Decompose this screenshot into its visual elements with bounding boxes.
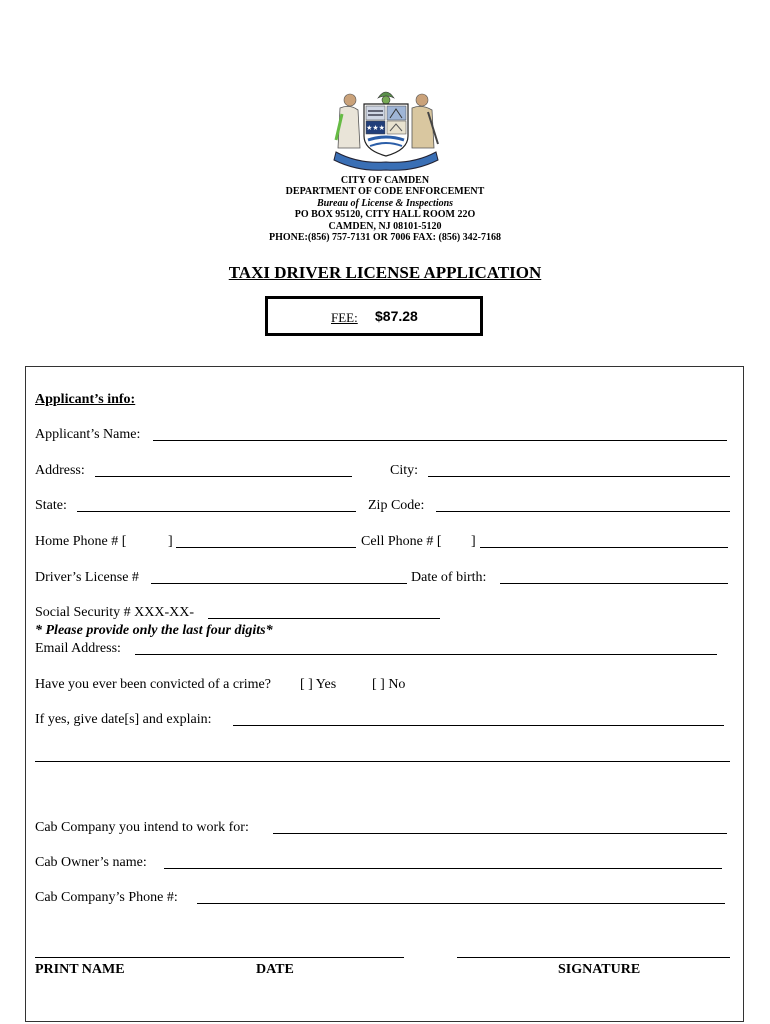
- section-title-applicant-info: Applicant’s info:: [35, 392, 136, 407]
- date-of-birth-label: Date of birth:: [411, 570, 487, 585]
- header-city-state: CAMDEN, NJ 08101-5120: [328, 220, 442, 232]
- ssn-last-four-field[interactable]: [208, 618, 440, 619]
- cab-phone-field[interactable]: [197, 903, 725, 904]
- zip-code-label: Zip Code:: [368, 498, 425, 513]
- header-department: DEPARTMENT OF CODE ENFORCEMENT: [285, 186, 485, 197]
- fee-box: [265, 296, 483, 336]
- ssn-note: * Please provide only the last four digits*: [35, 623, 273, 638]
- cab-owner-label: Cab Owner’s name:: [35, 855, 147, 870]
- crime-no-checkbox[interactable]: [ ] No: [372, 677, 406, 692]
- email-field[interactable]: [135, 654, 717, 655]
- cab-owner-field[interactable]: [164, 868, 722, 869]
- cab-company-field[interactable]: [273, 833, 727, 834]
- svg-text:★★★: ★★★: [366, 124, 385, 132]
- explain-label: If yes, give date[s] and explain:: [35, 712, 212, 727]
- cab-company-label: Cab Company you intend to work for:: [35, 820, 249, 835]
- header-phone-fax: PHONE:(856) 757-7131 OR 7006 FAX: (856) 342-7168: [268, 232, 501, 243]
- city-field[interactable]: [428, 476, 730, 477]
- signature-label: SIGNATURE: [558, 962, 641, 977]
- cell-phone-label: Cell Phone # [: [361, 534, 442, 549]
- applicant-name-label: Applicant’s Name:: [35, 427, 141, 442]
- date-label: DATE: [256, 962, 294, 977]
- home-phone-bracket-close: ]: [168, 534, 173, 549]
- home-phone-area-code-field[interactable]: [137, 547, 167, 548]
- signature-field[interactable]: [457, 957, 730, 958]
- cell-phone-area-code-field[interactable]: [450, 547, 470, 548]
- city-seal-logo: [328, 84, 444, 172]
- zip-code-field[interactable]: [436, 511, 730, 512]
- explain-field-line-1[interactable]: [233, 725, 724, 726]
- header-bureau: Bureau of License & Inspections: [316, 197, 454, 209]
- cell-phone-bracket-close: ]: [471, 534, 476, 549]
- cell-phone-field[interactable]: [480, 547, 728, 548]
- home-phone-label: Home Phone # [: [35, 534, 127, 549]
- home-phone-field[interactable]: [176, 547, 356, 548]
- crime-question: Have you ever been convicted of a crime?: [35, 677, 271, 692]
- address-label: Address:: [35, 463, 85, 478]
- applicant-name-field[interactable]: [153, 440, 727, 441]
- applicant-form-frame: [25, 366, 744, 1022]
- print-name-date-field[interactable]: [35, 957, 404, 958]
- drivers-license-label: Driver’s License #: [35, 570, 139, 585]
- fee-label: FEE:: [331, 310, 358, 325]
- print-name-label: PRINT NAME: [35, 962, 125, 977]
- address-field[interactable]: [95, 476, 352, 477]
- state-label: State:: [35, 498, 67, 513]
- ssn-label: Social Security # XXX-XX-: [35, 605, 195, 620]
- header-po-box: PO BOX 95120, CITY HALL ROOM 22O: [294, 209, 476, 220]
- header-city: CITY OF CAMDEN: [340, 175, 430, 186]
- explain-field-line-2[interactable]: [35, 761, 730, 762]
- cab-phone-label: Cab Company’s Phone #:: [35, 890, 178, 905]
- email-label: Email Address:: [35, 641, 121, 656]
- drivers-license-field[interactable]: [151, 583, 407, 584]
- state-field[interactable]: [77, 511, 356, 512]
- fee-value: $87.28: [375, 308, 418, 324]
- date-of-birth-field[interactable]: [500, 583, 728, 584]
- crime-yes-checkbox[interactable]: [ ] Yes: [300, 677, 337, 692]
- city-label: City:: [390, 463, 419, 478]
- page-title: TAXI DRIVER LICENSE APPLICATION: [228, 263, 542, 282]
